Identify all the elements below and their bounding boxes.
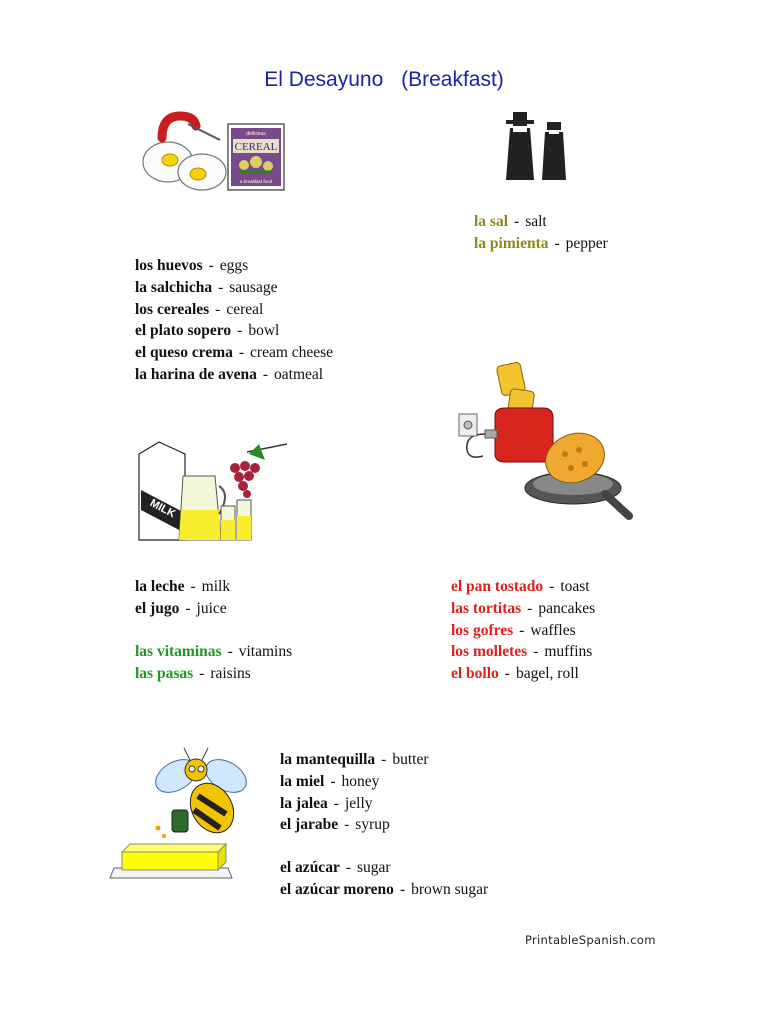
bee-icon [150,748,252,841]
milk-carton-icon [139,442,185,540]
footer-site-name: PrintableSpanish.com [525,933,656,947]
list-item: el azúcar moreno - brown sugar [280,880,489,898]
sugars-list [280,857,488,901]
list-item: el jugo - juice [135,599,227,617]
list-item: la leche - milk [135,578,231,595]
butter-stick-icon [110,844,232,878]
list-item: los cereales - cereal [135,300,264,318]
cereal-box-top-text: delicious [246,131,266,137]
spreads-list [280,749,429,836]
list-item: el plato sopero - bowl [135,322,280,340]
milk-carton-label: MILK [147,497,178,521]
list-item: los huevos - eggs [135,257,249,274]
toaster-waffle-picture [455,360,635,530]
milk-juice-grapes-picture [135,440,295,550]
list-item: los gofres - waffles [451,621,576,639]
title-english: (Breakfast) [401,68,504,91]
list-item: la jalea - jelly [280,794,373,812]
grapes-icon [230,444,287,498]
breads-list [451,576,595,685]
list-item: las tortitas - pancakes [451,599,596,617]
list-item: el pan tostado - toast [451,578,590,595]
list-item: las pasas - raisins [135,664,251,682]
bee-butter-picture [108,740,268,890]
sausage-icon [162,116,220,140]
salt-shaker-icon [506,112,534,180]
list-item: las vitaminas - vitamins [135,643,293,660]
list-item: la mantequilla - butter [280,751,429,768]
list-item: la miel - honey [280,772,380,790]
pepper-shaker-icon [542,122,566,180]
list-item: la salchicha - sausage [135,278,278,296]
list-item: el bollo - bagel, roll [451,665,579,683]
list-item: el jarabe - syrup [280,816,390,834]
toaster-icon [459,362,553,462]
cereal-box-bottom-text: a breakfast food [239,179,273,184]
title-spanish: El Desayuno [264,68,384,91]
page-title [0,68,768,92]
fried-eggs-icon [143,142,226,190]
salt-pepper-picture [500,108,580,183]
cereal-box-label: CEREAL [234,141,278,153]
basics-list [135,255,333,386]
list-item: los molletes - muffins [451,643,593,661]
extras-list [135,641,292,685]
eggs-sausage-cereal-picture [140,110,300,195]
list-item: la sal - salt [474,213,547,230]
list-item: el azúcar - sugar [280,859,391,876]
condiments-list [474,211,608,255]
list-item: la pimienta - pepper [474,234,608,252]
cereal-box-icon [228,124,284,190]
list-item: el queso crema - cream cheese [135,344,334,362]
list-item: la harina de avena - oatmeal [135,365,324,383]
drinks-list [135,576,230,620]
